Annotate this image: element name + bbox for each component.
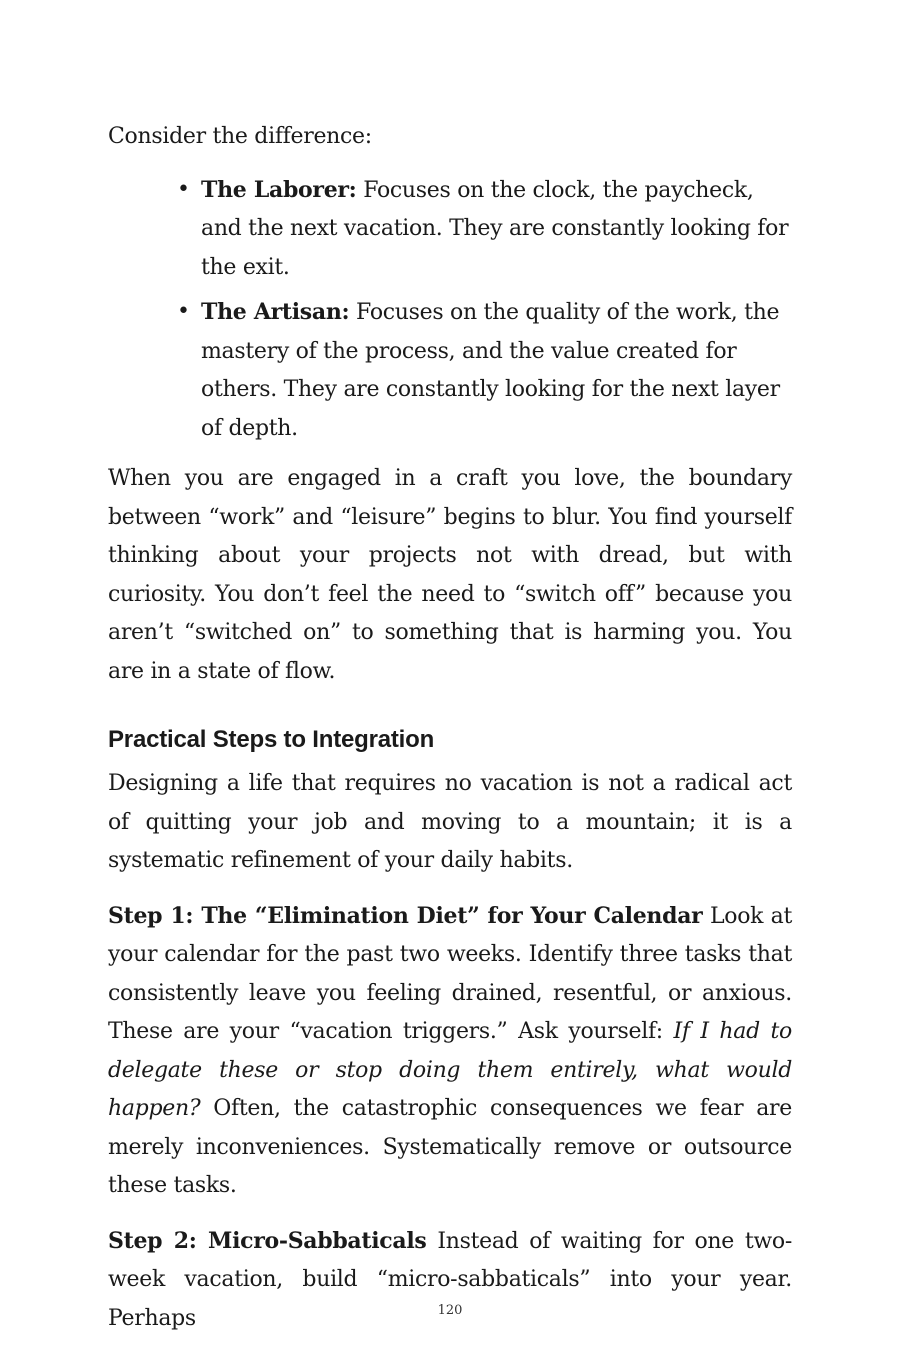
step-1-text-b: Often, the catastrophic consequences we fear are merely inconveniences. Systematically remove or outsource these tasks. (108, 1096, 792, 1198)
step-1-paragraph (108, 897, 792, 1206)
bullet-term: The Artisan: (201, 299, 350, 325)
bullet-icon: • (177, 176, 190, 202)
section-heading: Practical Steps to Integration (108, 726, 435, 753)
intro-text: Consider the difference: (108, 124, 372, 149)
step-2-paragraph (108, 1222, 792, 1339)
comparison-list (108, 171, 792, 449)
step-1-title: Step 1: The “Elimination Diet” for Your Calendar (108, 902, 703, 929)
bullet-text: Focuses on the clock, the paycheck, and the next vacation. They are constantly looking for the exit. (201, 177, 789, 280)
list-item (177, 293, 792, 448)
step-1-text-a: Look at your calendar for the past two weeks. Identify three tasks that consistently leave you feeling drained, resentful, or anxious. These are your “vacation triggers.” Ask yourself: (108, 903, 792, 1044)
step-2-text: Instead of waiting for one two-week vacation, build “micro-sabbaticals” into your year. Perhaps (108, 1228, 792, 1331)
step-2-title: Step 2: Micro-Sabbaticals (108, 1227, 427, 1254)
design-paragraph: Designing a life that requires no vacation is not a radical act of quitting your job and moving to a mountain; it is a systematic refinement of your daily habits. (108, 771, 792, 873)
flow-paragraph: When you are engaged in a craft you love, the boundary between “work” and “leisure” begins to blur. You find yourself thinking about your projects not with dread, but with curiosity. You don’t feel the need to “switch off” because you aren’t “switched on” to something that is harming you. You are in a state of flow. (108, 466, 792, 684)
bullet-term: The Laborer: (201, 176, 357, 203)
list-item (177, 171, 792, 288)
page-number: 120 (437, 1303, 463, 1318)
bullet-icon: • (177, 299, 190, 324)
bullet-text: Focuses on the quality of the work, the mastery of the process, and the value created for others. They are constantly looking for the next layer of depth. (201, 300, 780, 441)
page-body (108, 118, 792, 1338)
step-1-italic: If I had to delegate these or stop doing them entirely, what would happen? (108, 1019, 792, 1121)
